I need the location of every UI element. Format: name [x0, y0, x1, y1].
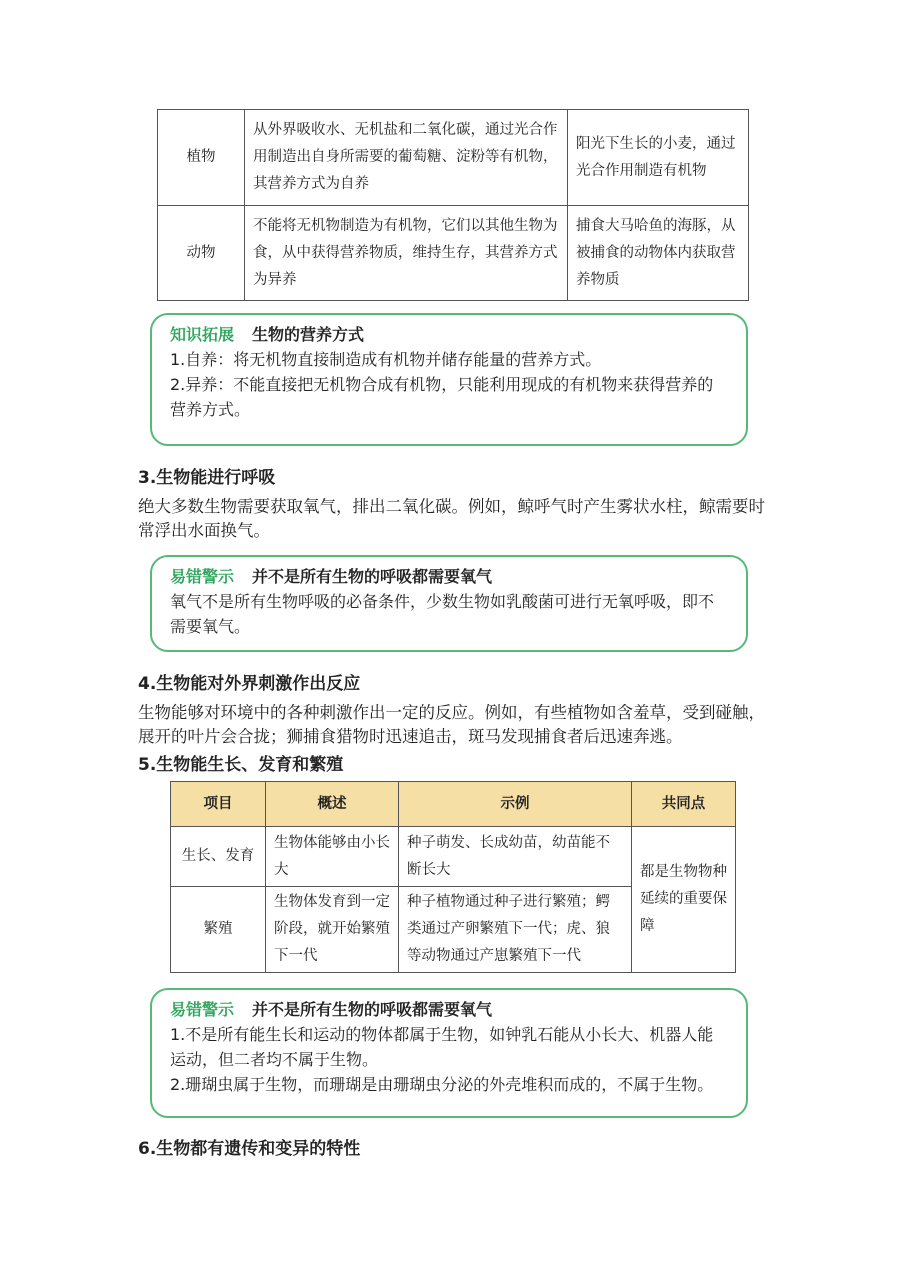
table-row — [171, 827, 736, 887]
row-example: 阳光下生长的小麦，通过光合作用制造有机物 — [568, 110, 749, 206]
box-heading: 并不是所有生物的呼吸都需要氧气 — [252, 567, 493, 586]
nutrition-table — [157, 109, 749, 301]
row-example: 捕食大马哈鱼的海豚，从被捕食的动物体内获取营养物质 — [568, 206, 749, 301]
column-header: 项目 — [171, 782, 266, 827]
box-line: 1.不是所有能生长和运动的物体都属于生物，如钟乳石能从小长大、机器人能运动，但二者均不属于生物。 — [170, 1025, 714, 1069]
box-line: 1.自养：将无机物直接制造成有机物并储存能量的营养方式。 — [170, 350, 602, 369]
row-item: 繁殖 — [171, 887, 266, 973]
row-example: 种子萌发、长成幼苗，幼苗能不断长大 — [399, 827, 632, 887]
growth-table — [170, 781, 736, 973]
row-name: 植物 — [158, 110, 245, 206]
row-desc: 生物体能够由小长大 — [266, 827, 399, 887]
section-heading: 5.生物能生长、发育和繁殖 — [138, 755, 344, 775]
column-header: 概述 — [266, 782, 399, 827]
box-tag: 易错警示 — [170, 567, 235, 586]
table-header-row — [171, 782, 736, 827]
row-name: 动物 — [158, 206, 245, 301]
box-tag: 易错警示 — [170, 1000, 235, 1019]
section-heading: 6.生物都有遗传和变异的特性 — [138, 1139, 361, 1159]
row-example: 种子植物通过种子进行繁殖；鳄类通过产卵繁殖下一代；虎、狼等动物通过产崽繁殖下一代 — [399, 887, 632, 973]
knowledge-extension-box — [150, 313, 748, 446]
table-row — [158, 110, 749, 206]
box-tag: 知识拓展 — [170, 325, 235, 344]
box-title-line — [170, 564, 728, 589]
box-heading: 并不是所有生物的呼吸都需要氧气 — [252, 1000, 493, 1019]
box-line: 2.珊瑚虫属于生物，而珊瑚是由珊瑚虫分泌的外壳堆积而成的，不属于生物。 — [170, 1075, 714, 1094]
box-line: 氧气不是所有生物呼吸的必备条件，少数生物如乳酸菌可进行无氧呼吸，即不需要氧气。 — [170, 592, 715, 636]
box-title-line — [170, 322, 728, 347]
box-heading: 生物的营养方式 — [252, 325, 365, 344]
box-line: 2.异养：不能直接把无机物合成有机物，只能利用现成的有机物来获得营养的营养方式。 — [170, 375, 714, 419]
row-item: 生长、发育 — [171, 827, 266, 887]
row-desc: 不能将无机物制造为有机物，它们以其他生物为食，从中获得营养物质，维持生存，其营养方式为异养 — [245, 206, 568, 301]
section-text: 绝大多数生物需要获取氧气，排出二氧化碳。例如，鲸呼气时产生雾状水柱，鲸需要时常浮出水面换气。 — [138, 497, 765, 540]
box-title-line — [170, 997, 728, 1022]
row-desc: 生物体发育到一定阶段，就开始繁殖下一代 — [266, 887, 399, 973]
row-desc: 从外界吸收水、无机盐和二氧化碳，通过光合作用制造出自身所需要的葡萄糖、淀粉等有机物，其营养方式为自养 — [245, 110, 568, 206]
common-mistake-box — [150, 988, 748, 1118]
section-heading: 4.生物能对外界刺激作出反应 — [138, 674, 361, 694]
common-mistake-box — [150, 555, 748, 652]
table-row — [158, 206, 749, 301]
section-heading: 3.生物能进行呼吸 — [138, 468, 276, 488]
column-header: 示例 — [399, 782, 632, 827]
column-header: 共同点 — [632, 782, 736, 827]
common-point: 都是生物物种延续的重要保障 — [632, 827, 736, 973]
section-text: 生物能够对环境中的各种刺激作出一定的反应。例如，有些植物如含羞草，受到碰触，展开的叶片会合拢；狮捕食猎物时迅速追击，斑马发现捕食者后迅速奔逃。 — [138, 703, 765, 746]
